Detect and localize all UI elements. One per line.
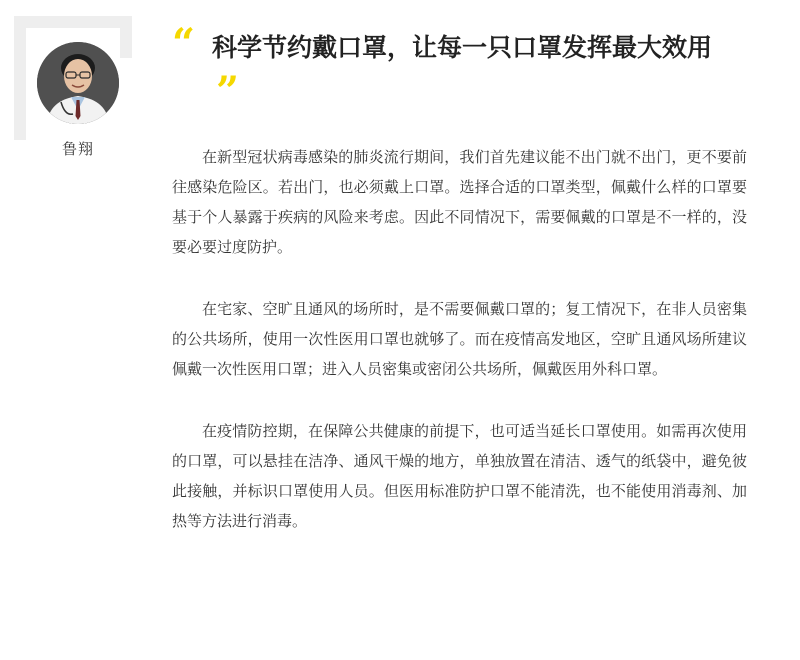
- author-name: 鲁翔: [61, 140, 94, 158]
- paragraph: 在疫情防控期，在保障公共健康的前提下，也可适当延长口罩使用。如需再次使用的口罩，可以悬挂在洁净、通风干燥的地方，单独放置在清洁、透气的纸袋中，避免彼此接触，并标识口罩使用人员。但医用标准防护口罩不能清洗，也不能使用消毒剂、加热等方法进行消毒。: [172, 422, 747, 530]
- paragraph: 在宅家、空旷且通风的场所时，是不需要佩戴口罩的；复工情况下，在非人员密集的公共场所，使用一次性医用口罩也就够了。而在疫情高发地区，空旷且通风场所建议佩戴一次性医用口罩；进入人员密集或密闭公共场所，佩戴医用外科口罩。: [172, 300, 747, 378]
- page-title: [172, 20, 752, 115]
- avatar: [37, 42, 119, 124]
- article-body: [172, 142, 747, 568]
- headline-block: [172, 20, 752, 115]
- author-portrait-image: [37, 42, 119, 124]
- close-quote-icon: ”: [216, 68, 240, 115]
- open-quote-icon: “: [172, 20, 196, 67]
- page-title-text: 科学节约戴口罩，让每一只口罩发挥最大效用: [212, 33, 713, 62]
- paragraph: 在新型冠状病毒感染的肺炎流行期间，我们首先建议能不出门就不出门，更不要前往感染危险区。若出门，也必须戴上口罩。选择合适的口罩类型，佩戴什么样的口罩要基于个人暴露于疾病的风险来考虑。因此不同情况下，需要佩戴的口罩是不一样的，没要必要过度防护。: [172, 148, 747, 256]
